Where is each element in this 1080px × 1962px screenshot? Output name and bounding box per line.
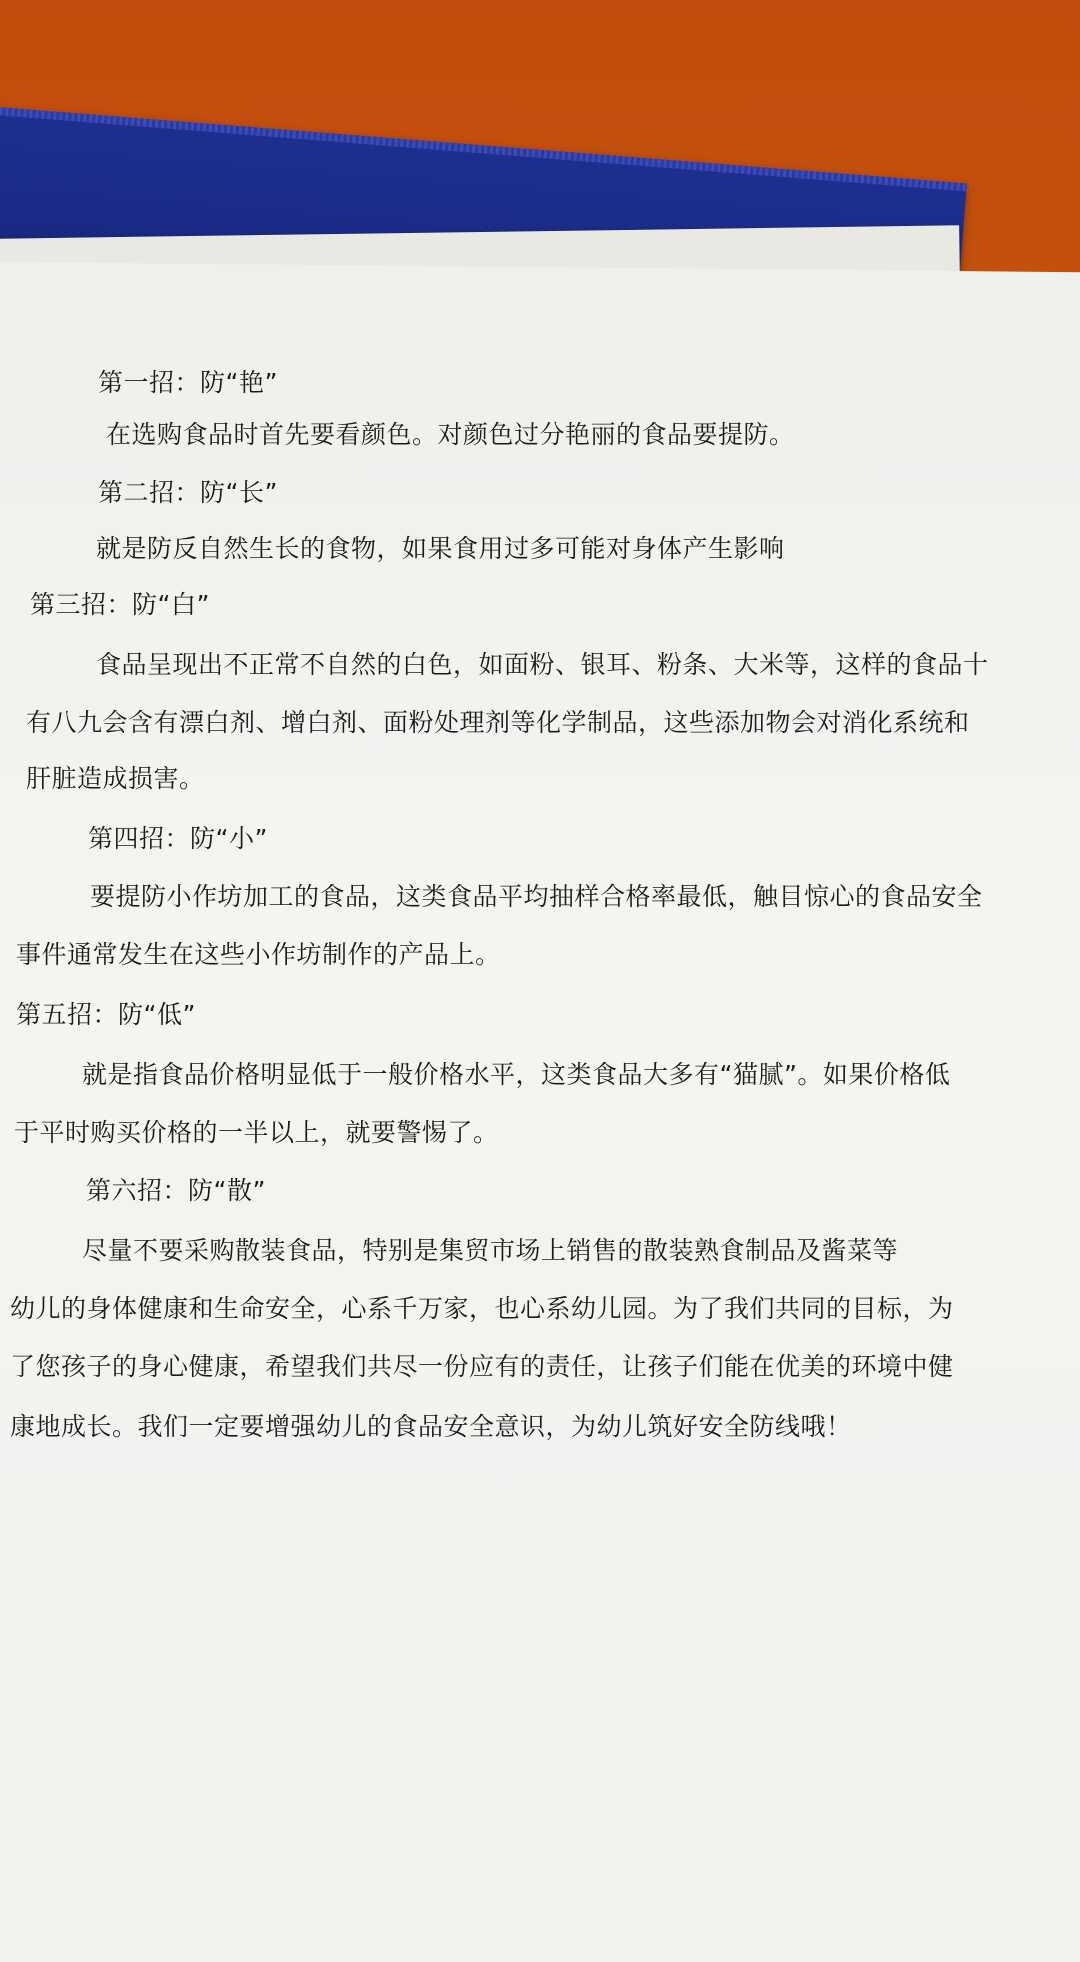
paragraph-line: 有八九会含有漂白剂、增白剂、面粉处理剂等化学制品，这些添加物会对消化系统和 xyxy=(26,708,970,737)
heading-tip-6: 第六招：防“散” xyxy=(86,1176,266,1205)
paragraph-line: 就是防反自然生长的食物，如果食用过多可能对身体产生影响 xyxy=(96,534,785,563)
paragraph-line: 康地成长。我们一定要增强幼儿的食品安全意识，为幼儿筑好安全防线哦！ xyxy=(10,1412,852,1441)
paragraph-line: 要提防小作坊加工的食品，这类食品平均抽样合格率最低，触目惊心的食品安全 xyxy=(90,882,983,911)
paragraph-line: 肝脏造成损害。 xyxy=(26,764,205,793)
heading-tip-3: 第三招：防“白” xyxy=(30,590,210,619)
heading-tip-5: 第五招：防“低” xyxy=(16,1000,196,1029)
heading-tip-2: 第二招：防“长” xyxy=(98,478,278,507)
heading-tip-1: 第一招：防“艳” xyxy=(98,368,278,397)
paragraph-line: 幼儿的身体健康和生命安全，心系千万家，也心系幼儿园。为了我们共同的目标，为 xyxy=(10,1294,954,1323)
paragraph-line: 就是指食品价格明显低于一般价格水平，这类食品大多有“猫腻”。如果价格低 xyxy=(82,1060,951,1089)
paragraph-line: 食品呈现出不正常不自然的白色，如面粉、银耳、粉条、大米等，这样的食品十 xyxy=(96,650,989,679)
paragraph-line: 于平时购买价格的一半以上，就要警惕了。 xyxy=(14,1118,499,1147)
paragraph-line: 在选购食品时首先要看颜色。对颜色过分艳丽的食品要提防。 xyxy=(106,420,795,449)
paper-sheet xyxy=(0,262,1080,1962)
paragraph-line: 尽量不要采购散装食品，特别是集贸市场上销售的散装熟食制品及酱菜等 xyxy=(82,1236,899,1265)
paragraph-line: 事件通常发生在这些小作坊制作的产品上。 xyxy=(16,940,501,969)
heading-tip-4: 第四招：防“小” xyxy=(88,824,268,853)
paragraph-line: 了您孩子的身心健康，希望我们共尽一份应有的责任，让孩子们能在优美的环境中健 xyxy=(10,1352,954,1381)
